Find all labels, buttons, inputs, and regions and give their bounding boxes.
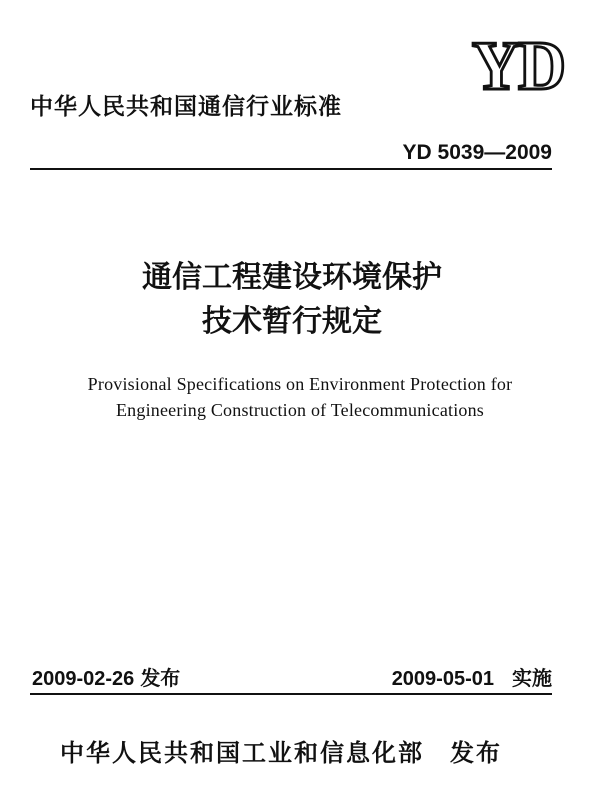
implement-date: 2009-05-01 bbox=[391, 668, 494, 690]
yd-logo: YD bbox=[471, 28, 564, 105]
bottom-divider bbox=[30, 693, 552, 695]
issue-label: 发布 bbox=[140, 666, 181, 690]
title-zh-line-1: 通信工程建设环境保护 bbox=[142, 260, 442, 295]
title-en-line-1: Provisional Specifications on Environment Protection for bbox=[87, 374, 513, 394]
issue-date: 2009-02-26 bbox=[32, 668, 135, 690]
publisher-line bbox=[60, 733, 502, 768]
issue-date-block bbox=[32, 662, 180, 691]
title-en-line-2: Engineering Construction of Telecommunications bbox=[115, 400, 485, 420]
publisher-name: 中华人民共和国工业和信息化部 bbox=[60, 739, 424, 767]
publisher-action: 发布 bbox=[450, 739, 502, 767]
top-divider bbox=[30, 168, 552, 170]
implement-label: 实施 bbox=[512, 666, 552, 690]
issuer-heading: 中华人民共和国通信行业标准 bbox=[30, 94, 342, 120]
standard-number: YD 5039—2009 bbox=[402, 141, 552, 164]
title-zh-line-2: 技术暂行规定 bbox=[202, 304, 382, 339]
implement-date-block bbox=[392, 662, 552, 691]
